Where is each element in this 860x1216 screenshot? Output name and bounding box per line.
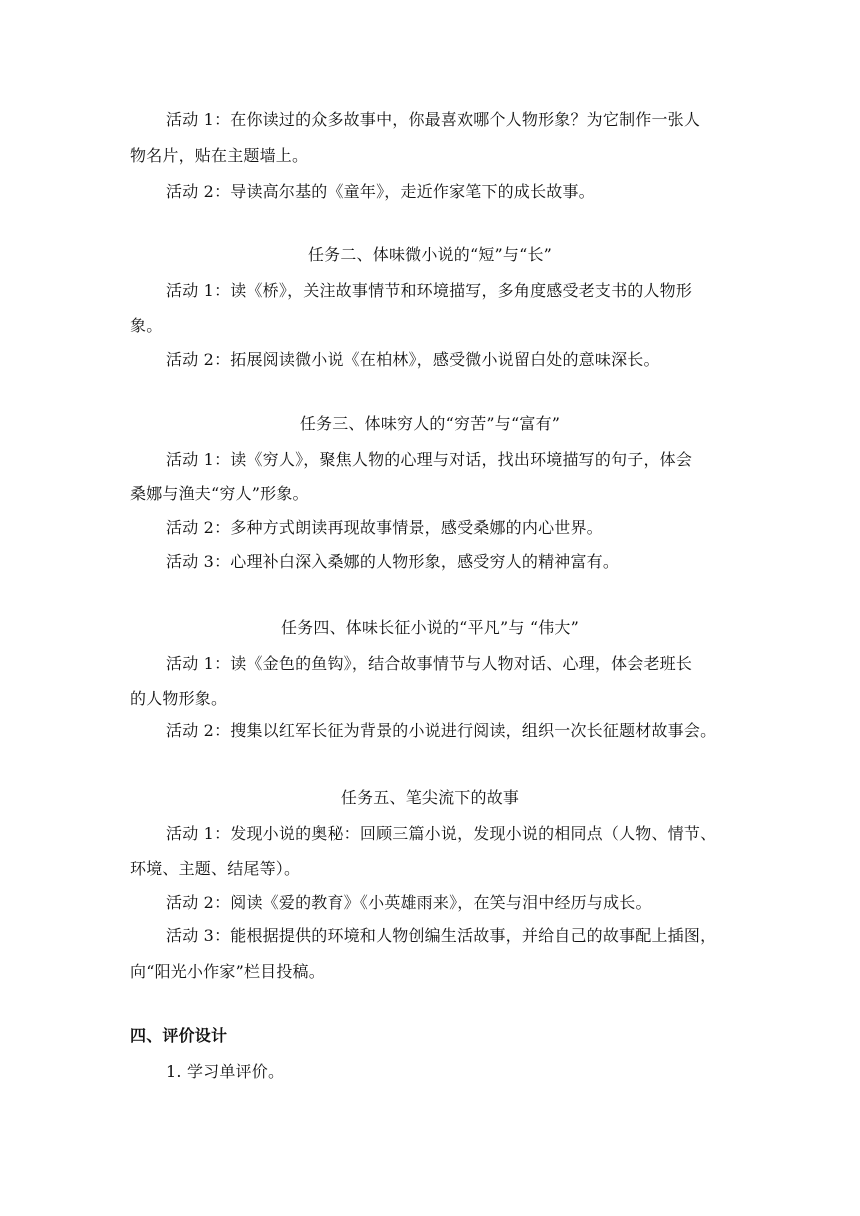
task2-activity1-line2: 象。	[130, 316, 163, 335]
section4-heading: 四、评价设计	[130, 1026, 228, 1045]
task4-activity1-line1: 活动 1：读《金色的鱼钩》，结合故事情节与人物对话、心理，体会老班长	[166, 654, 693, 673]
task4-title: 任务四、体味长征小说的“平凡”与 “伟大”	[280, 618, 579, 637]
task3-title: 任务三、体味穷人的“穷苦”与“富有”	[299, 414, 561, 433]
task1-activity1-line1: 活动 1：在你读过的众多故事中，你最喜欢哪个人物形象？为它制作一张人	[166, 110, 701, 129]
task3-activity1-line2: 桑娜与渔夫“穷人”形象。	[130, 484, 309, 503]
task5-activity3-line1: 活动 3：能根据提供的环境和人物创编生活故事，并给自己的故事配上插图，	[166, 926, 717, 945]
task3-activity1-line1: 活动 1：读《穷人》，聚焦人物的心理与对话，找出环境描写的句子，体会	[166, 450, 693, 469]
task1-activity2: 活动 2：导读高尔基的《童年》，走近作家笔下的成长故事。	[166, 182, 595, 201]
task5-activity1-line2: 环境、主题、结尾等）。	[130, 859, 301, 878]
evaluation-item-1: 1. 学习单评价。	[166, 1062, 285, 1081]
task2-activity2: 活动 2：拓展阅读微小说《在柏林》，感受微小说留白处的意味深长。	[166, 350, 660, 369]
task5-activity2: 活动 2：阅读《爱的教育》《小英雄雨来》，在笑与泪中经历与成长。	[166, 893, 652, 912]
task5-title: 任务五、笔尖流下的故事	[340, 788, 520, 807]
task5-activity1-line1: 活动 1：发现小说的奥秘：回顾三篇小说，发现小说的相同点（人物、情节、	[166, 824, 717, 843]
task3-activity2: 活动 2：多种方式朗读再现故事情景，感受桑娜的内心世界。	[166, 518, 603, 537]
task1-activity1-line2: 物名片，贴在主题墙上。	[130, 146, 309, 165]
task2-title: 任务二、体味微小说的“短”与“长”	[307, 245, 553, 264]
task3-activity3: 活动 3：心理补白深入桑娜的人物形象，感受穷人的精神富有。	[166, 552, 620, 571]
task4-activity1-line2: 的人物形象。	[130, 689, 228, 708]
task5-activity3-line2: 向“阳光小作家”栏目投稿。	[130, 962, 325, 981]
task2-activity1-line1: 活动 1：读《桥》，关注故事情节和环境描写，多角度感受老支书的人物形	[166, 281, 693, 300]
task4-activity2: 活动 2：搜集以红军长征为背景的小说进行阅读，组织一次长征题材故事会。	[166, 721, 717, 740]
